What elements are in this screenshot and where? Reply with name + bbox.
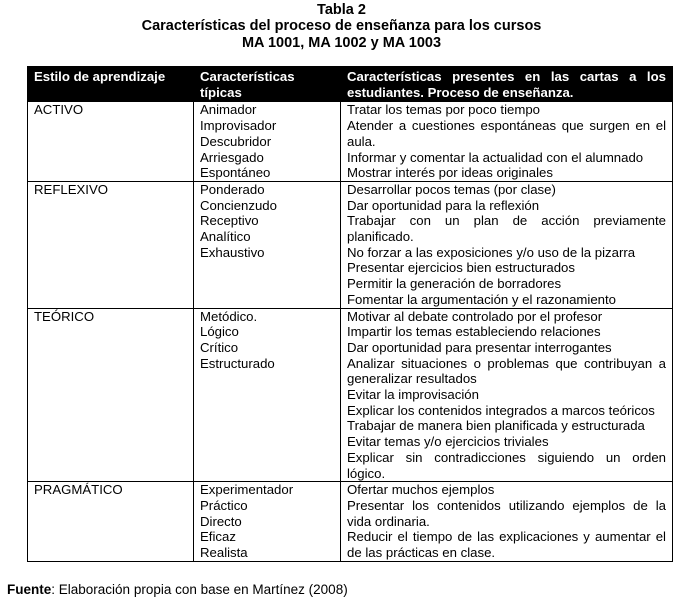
trait-item: Lógico [200, 324, 239, 340]
feature-item: Explicar sin contradicciones siguiendo un orden lógico. [347, 449, 666, 481]
feature-item: Evitar temas y/o ejercicios triviales [347, 434, 549, 450]
typical-traits-cell [194, 181, 341, 308]
trait-item: Receptivo [200, 213, 259, 229]
trait-item: Metódico. [200, 308, 258, 324]
feature-item: Ofertar muchos ejemplos [347, 482, 495, 498]
source-note [7, 582, 348, 598]
feature-item: Presentar los contenidos utilizando ejemplos de la vida ordinaria. [347, 497, 666, 529]
feature-item: Impartir los temas estableciendo relaciones [347, 324, 601, 340]
feature-item: Explicar los contenidos integrados a marcos teóricos [347, 402, 655, 418]
feature-item: Evitar la improvisación [347, 387, 479, 403]
trait-item: Descubridor [200, 133, 272, 149]
table-row [28, 308, 673, 482]
typical-traits-cell [194, 308, 341, 482]
feature-item: No forzar a las exposiciones y/o uso de la pizarra [347, 244, 636, 260]
teaching-features-cell [341, 181, 673, 308]
trait-item: Animador [200, 102, 257, 118]
trait-item: Experimentador [200, 482, 294, 498]
trait-item: Improvisador [200, 118, 277, 134]
trait-item: Espontáneo [200, 165, 271, 181]
trait-item: Directo [200, 513, 242, 529]
trait-item: Concienzudo [200, 197, 277, 213]
trait-item: Exhaustivo [200, 244, 265, 260]
feature-item: Informar y comentar la actualidad con el alumnado [347, 149, 644, 165]
feature-item: Reducir el tiempo de las explicaciones y aumentar el de las prácticas en clase. [347, 529, 666, 561]
table-header-row [28, 67, 673, 102]
source-text: : Elaboración propia con base en Martínez (2008) [51, 582, 348, 597]
feature-item: Desarrollar pocos temas (por clase) [347, 181, 556, 197]
feature-item: Trabajar con un plan de acción previamente planificado. [347, 213, 666, 245]
feature-item: Trabajar de manera bien planificada y estructurada [347, 418, 645, 434]
teaching-features-cell [341, 482, 673, 562]
feature-item: Dar oportunidad para presentar interrogantes [347, 339, 612, 355]
table-number: Tabla 2 [317, 2, 366, 18]
feature-item: Atender a cuestiones espontáneas que surgen en el aula. [347, 118, 666, 149]
table-row [28, 102, 673, 182]
teaching-features-cell [341, 102, 673, 182]
trait-item: Eficaz [200, 529, 236, 545]
typical-traits-cell [194, 102, 341, 182]
learning-style-cell: REFLEXIVO [28, 181, 194, 308]
header-learning-style: Estilo de aprendizaje [28, 67, 194, 102]
learning-style-cell: PRAGMÁTICO [28, 482, 194, 562]
table-row [28, 482, 673, 562]
teaching-features-cell [341, 308, 673, 482]
trait-item: Arriesgado [200, 149, 264, 165]
trait-item: Práctico [200, 497, 248, 513]
feature-item: Permitir la generación de borradores [347, 276, 562, 292]
feature-item: Mostrar interés por ideas originales [347, 165, 553, 181]
trait-item: Ponderado [200, 181, 265, 197]
feature-item: Motivar al debate controlado por el profesor [347, 308, 603, 324]
trait-item: Estructurado [200, 355, 275, 371]
feature-item: Analizar situaciones o problemas que contribuyan a generalizar resultados [347, 355, 666, 387]
feature-item: Fomentar la argumentación y el razonamiento [347, 291, 617, 307]
learning-styles-table [27, 66, 673, 562]
feature-item: Tratar los temas por poco tiempo [347, 102, 541, 118]
header-teaching-features: Características presentes en las cartas a los estudiantes. Proceso de enseñanza. [341, 67, 673, 102]
source-label: Fuente [7, 582, 52, 597]
header-typical-traits: Características típicas [194, 67, 341, 102]
table-title: Características del proceso de enseñanza para los cursos [141, 18, 542, 34]
table-row [28, 181, 673, 308]
learning-style-cell: ACTIVO [28, 102, 194, 182]
feature-item: Dar oportunidad para la reflexión [347, 197, 540, 213]
trait-item: Realista [200, 545, 248, 561]
typical-traits-cell [194, 482, 341, 562]
learning-style-cell: TEÓRICO [28, 308, 194, 482]
table-subtitle: MA 1001, MA 1002 y MA 1003 [241, 35, 442, 51]
trait-item: Crítico [200, 339, 239, 355]
feature-item: Presentar ejercicios bien estructurados [347, 260, 575, 276]
trait-item: Analítico [200, 229, 251, 245]
